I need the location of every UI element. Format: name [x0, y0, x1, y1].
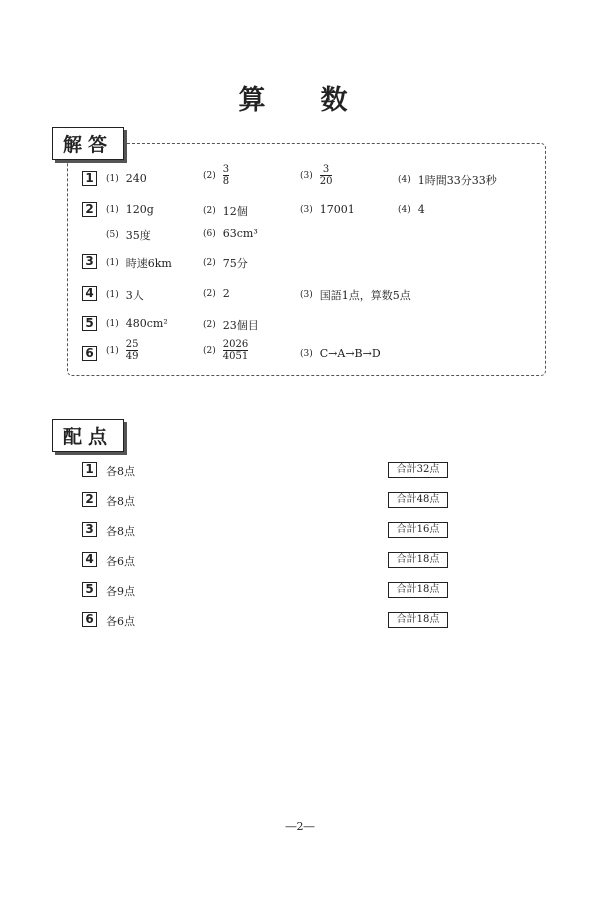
- part-label: (1): [106, 204, 119, 215]
- question-number-6: 6: [82, 346, 97, 361]
- answer-6-1-fraction: [126, 339, 139, 362]
- question-number-5: 5: [82, 316, 97, 331]
- scoring-total: 合計18点: [388, 612, 448, 628]
- answer-2-6: 63cm³: [222, 227, 258, 240]
- scoring-points: 各8点: [106, 495, 135, 508]
- denominator: 49: [125, 351, 139, 362]
- numerator: 2026: [222, 339, 249, 350]
- scoring-points: 各8点: [106, 525, 135, 538]
- numerator: 3: [222, 164, 230, 175]
- part-label: (2): [203, 345, 216, 356]
- scoring-section-label: 配点: [52, 419, 124, 452]
- question-number-1: 1: [82, 171, 97, 186]
- answer-3-1: 時速6km: [125, 257, 172, 270]
- page-title: 算 数: [238, 85, 362, 116]
- part-label: (3): [300, 348, 313, 359]
- answer-2-2: 12個: [222, 205, 248, 218]
- answer-2-1: 120g: [125, 203, 154, 216]
- part-label: (2): [203, 170, 216, 181]
- part-label: (2): [203, 206, 216, 216]
- part-label: (1): [106, 318, 119, 329]
- scoring-number: 2: [82, 492, 97, 507]
- question-number-2: 2: [82, 202, 97, 217]
- part-label: (1): [106, 290, 119, 300]
- question-number-3: 3: [82, 254, 97, 269]
- scoring-total: 合計16点: [388, 522, 448, 538]
- part-label: (2): [203, 288, 216, 299]
- scoring-points: 各6点: [106, 555, 135, 568]
- answer-4-1: 3人: [125, 289, 144, 302]
- scoring-number: 5: [82, 582, 97, 597]
- answer-1-3-fraction: [320, 164, 333, 187]
- answer-6-3: C→A→B→D: [319, 347, 381, 360]
- scoring-total: 合計18点: [388, 582, 448, 598]
- answers-section-label: 解答: [52, 127, 124, 160]
- answer-2-4: 4: [417, 203, 425, 216]
- numerator: 3: [322, 164, 330, 175]
- answer-3-2: 75分: [222, 257, 248, 270]
- part-label: (4): [398, 175, 411, 185]
- answer-4-2: 2: [222, 287, 230, 300]
- question-number-4: 4: [82, 286, 97, 301]
- scoring-points: 各8点: [106, 465, 135, 478]
- answer-4-3: 国語1点，算数5点: [319, 289, 411, 302]
- scoring-number: 1: [82, 462, 97, 477]
- denominator: 4051: [222, 351, 249, 362]
- part-label: (2): [203, 320, 216, 330]
- part-label: (4): [398, 204, 411, 215]
- answer-1-1: 240: [125, 172, 147, 185]
- numerator: 25: [125, 339, 139, 350]
- part-label: (2): [203, 258, 216, 268]
- part-label: (3): [300, 170, 313, 181]
- denominator: 8: [222, 176, 230, 187]
- scoring-points: 各9点: [106, 585, 135, 598]
- answer-6-2-fraction: [223, 339, 248, 362]
- part-label: (1): [106, 173, 119, 184]
- scoring-total: 合計18点: [388, 552, 448, 568]
- part-label: (3): [300, 290, 313, 300]
- answer-5-2: 23個目: [222, 319, 259, 332]
- part-label: (6): [203, 228, 216, 239]
- answer-2-3: 17001: [319, 203, 355, 216]
- part-label: (3): [300, 204, 313, 215]
- denominator: 20: [319, 176, 333, 187]
- scoring-number: 6: [82, 612, 97, 627]
- answer-2-5: 35度: [125, 229, 151, 242]
- part-label: (5): [106, 230, 119, 240]
- answer-5-1: 480cm²: [125, 317, 168, 330]
- part-label: (1): [106, 345, 119, 356]
- answer-1-2-fraction: [223, 164, 229, 187]
- scoring-total: 合計32点: [388, 462, 448, 478]
- scoring-number: 4: [82, 552, 97, 567]
- scoring-total: 合計48点: [388, 492, 448, 508]
- part-label: (1): [106, 258, 119, 268]
- answer-1-4: 1時間33分33秒: [417, 174, 497, 187]
- scoring-points: 各6点: [106, 615, 135, 628]
- page-number: ―2―: [285, 820, 315, 833]
- scoring-number: 3: [82, 522, 97, 537]
